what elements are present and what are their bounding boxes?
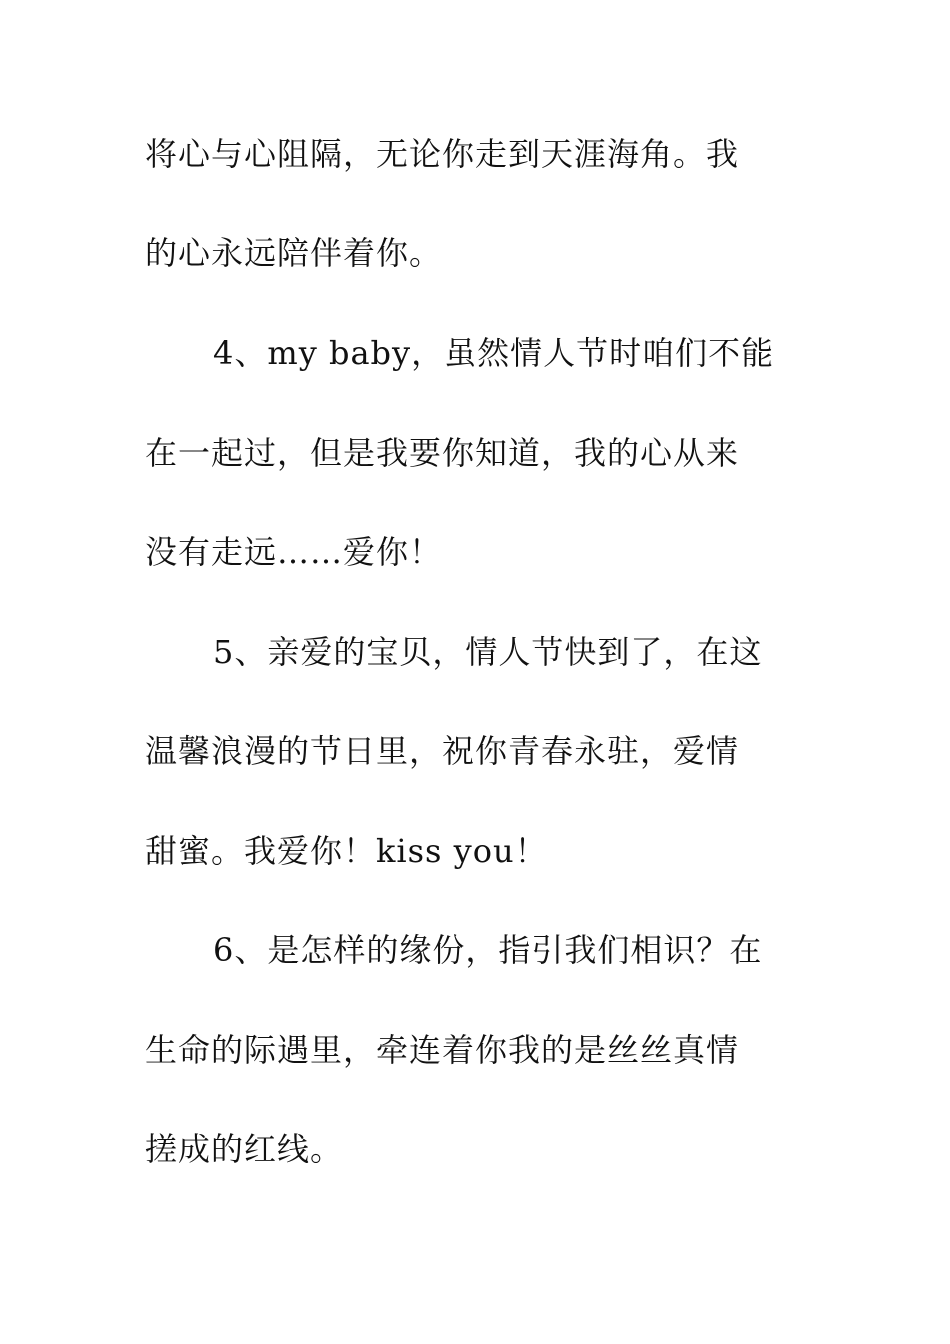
paragraph-5-first-line: 5、亲爱的宝贝，情人节快到了，在这: [213, 633, 763, 671]
text-line: 在一起过，但是我要你知道，我的心从来: [145, 434, 740, 472]
text-line: 甜蜜。我爱你！kiss you！: [145, 832, 548, 870]
text-line: 温馨浪漫的节日里，祝你青春永驻，爱情: [145, 732, 740, 770]
text-line: 生命的际遇里，牵连着你我的是丝丝真情: [145, 1031, 740, 1069]
text-line: 将心与心阻隔，无论你走到天涯海角。我: [145, 135, 740, 173]
text-line: 没有走远……爱你！: [145, 533, 443, 571]
text-line: 的心永远陪伴着你。: [145, 234, 443, 272]
text-line: 搓成的红线。: [145, 1130, 344, 1168]
paragraph-4-first-line: 4、my baby，虽然情人节时咱们不能: [213, 334, 775, 372]
paragraph-6-first-line: 6、是怎样的缘份，指引我们相识？在: [213, 931, 763, 969]
